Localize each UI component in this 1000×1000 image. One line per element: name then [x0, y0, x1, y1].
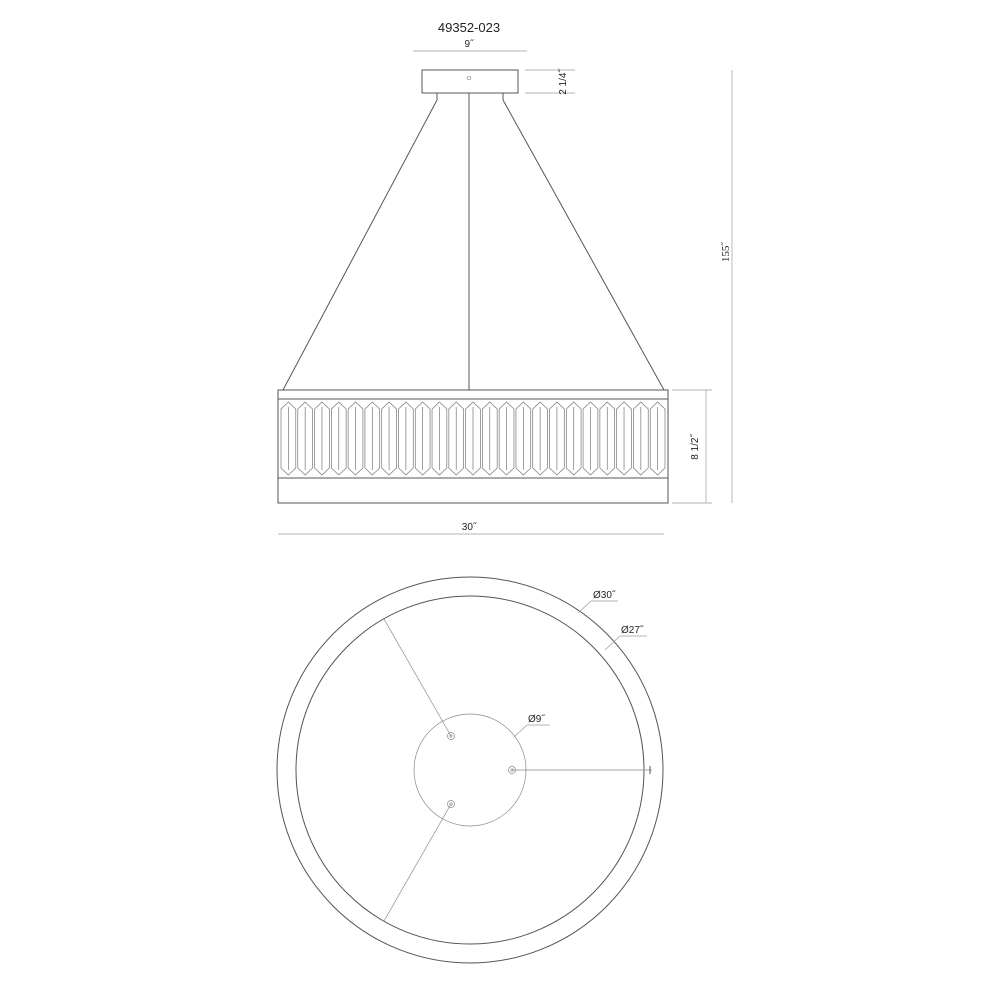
canopy-top	[414, 714, 526, 826]
mounting-points	[448, 733, 516, 808]
model-number: 49352-023	[437, 20, 501, 35]
top-view	[277, 577, 663, 963]
canopy-height-dimension	[525, 69, 575, 95]
canopy-width-label: 9˝	[464, 39, 474, 50]
width-dimension	[278, 521, 664, 534]
fixture-body-side	[278, 390, 668, 503]
suspension-cables-top	[384, 619, 652, 921]
overall-height-label: 155˝	[720, 241, 732, 263]
inner-diameter-callout	[605, 624, 647, 650]
canopy-width-dimension	[413, 38, 527, 51]
suspension-cables	[283, 100, 664, 390]
canopy-diameter-callout	[514, 713, 550, 737]
canopy-height-label: 2 1/4˝	[558, 69, 569, 95]
overall-height-dimension	[720, 70, 732, 503]
canopy-diameter-label: Ø9˝	[528, 714, 545, 725]
canopy-side	[422, 70, 518, 100]
side-view	[278, 38, 732, 534]
body-height-label: 8 1/2˝	[690, 434, 701, 460]
crystal-prisms	[281, 402, 665, 475]
width-label: 30˝	[461, 522, 477, 533]
body-height-dimension	[672, 390, 712, 503]
outer-diameter-label: Ø30˝	[593, 590, 616, 601]
outer-diameter-callout	[578, 589, 618, 613]
inner-diameter-label: Ø27˝	[621, 625, 644, 636]
